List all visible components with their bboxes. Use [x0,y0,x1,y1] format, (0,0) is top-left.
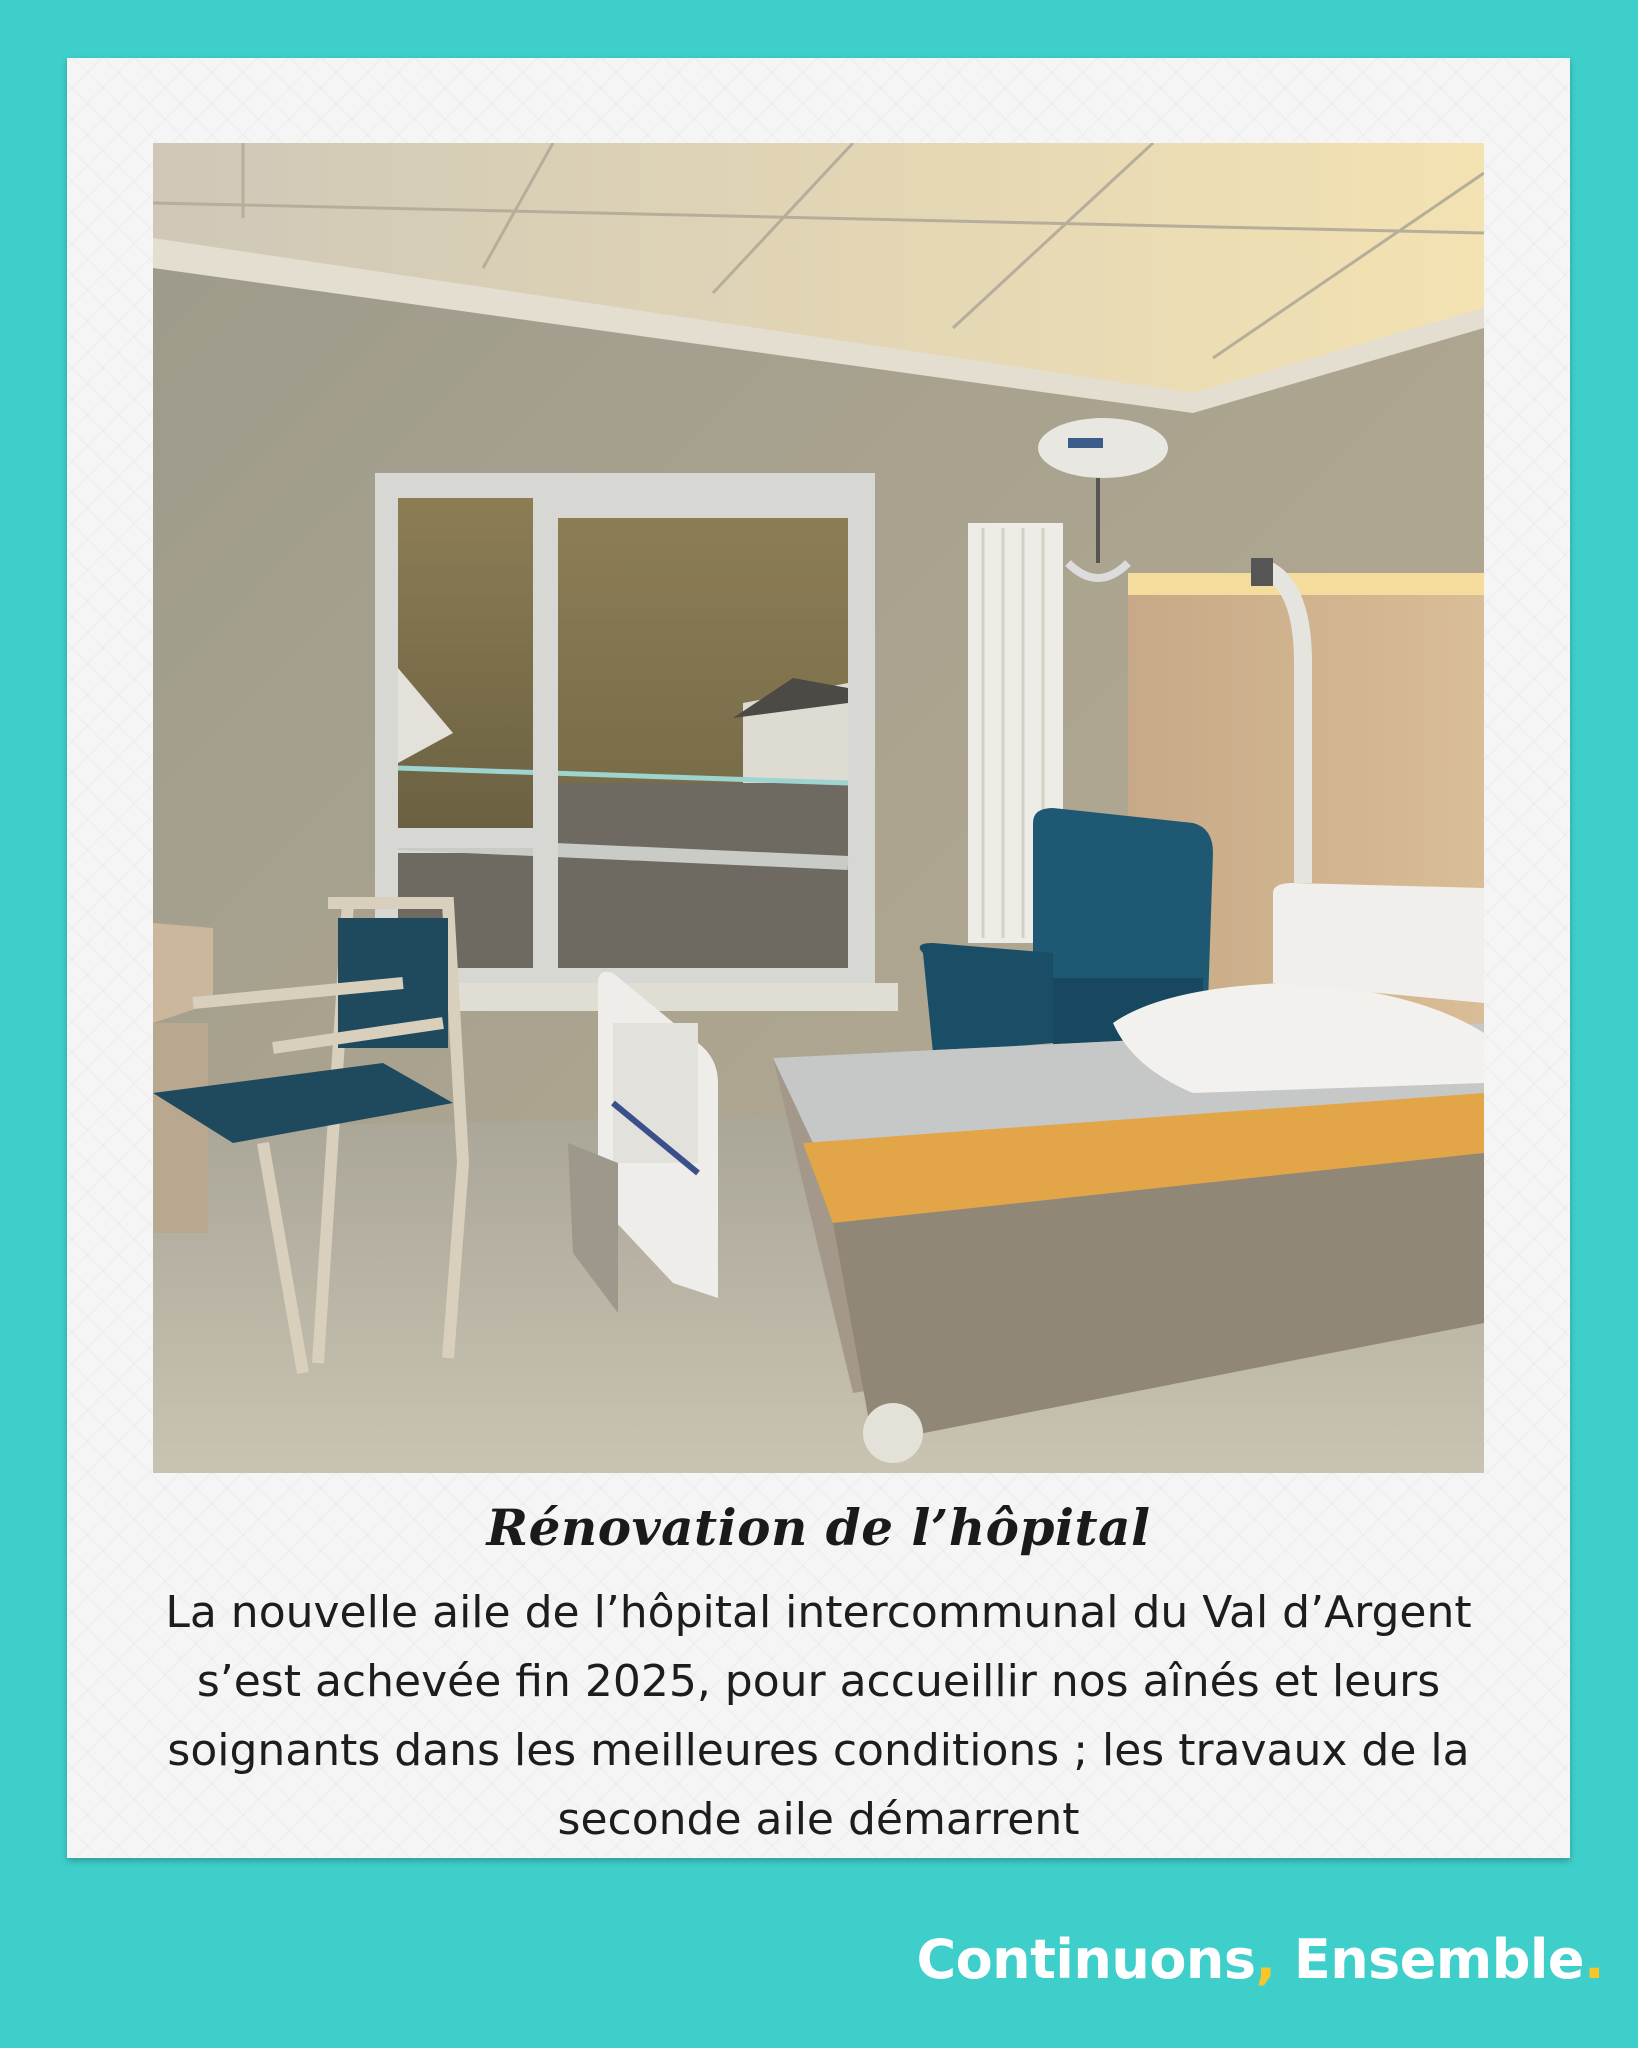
caption-title: Rénovation de l’hôpital [486,1498,1151,1557]
hospital-room-illustration [153,143,1484,1473]
slogan-part-2: Ensemble [1275,1928,1584,1991]
slogan-part-1: Continuons [916,1928,1256,1991]
caption-body: La nouvelle aile de l’hôpital intercommunal du Val d’Argent s’est achevée fin 2025, pour accueillir nos aînés et leurs soignants dans les meilleures conditions ; les travaux de la seconde aile démarrent [165,1587,1472,1845]
slogan [916,1928,1604,1991]
hospital-room-photo [153,143,1484,1473]
photo-card [67,58,1570,1858]
slogan-comma: , [1255,1928,1276,1991]
slogan-period: . [1583,1928,1604,1991]
